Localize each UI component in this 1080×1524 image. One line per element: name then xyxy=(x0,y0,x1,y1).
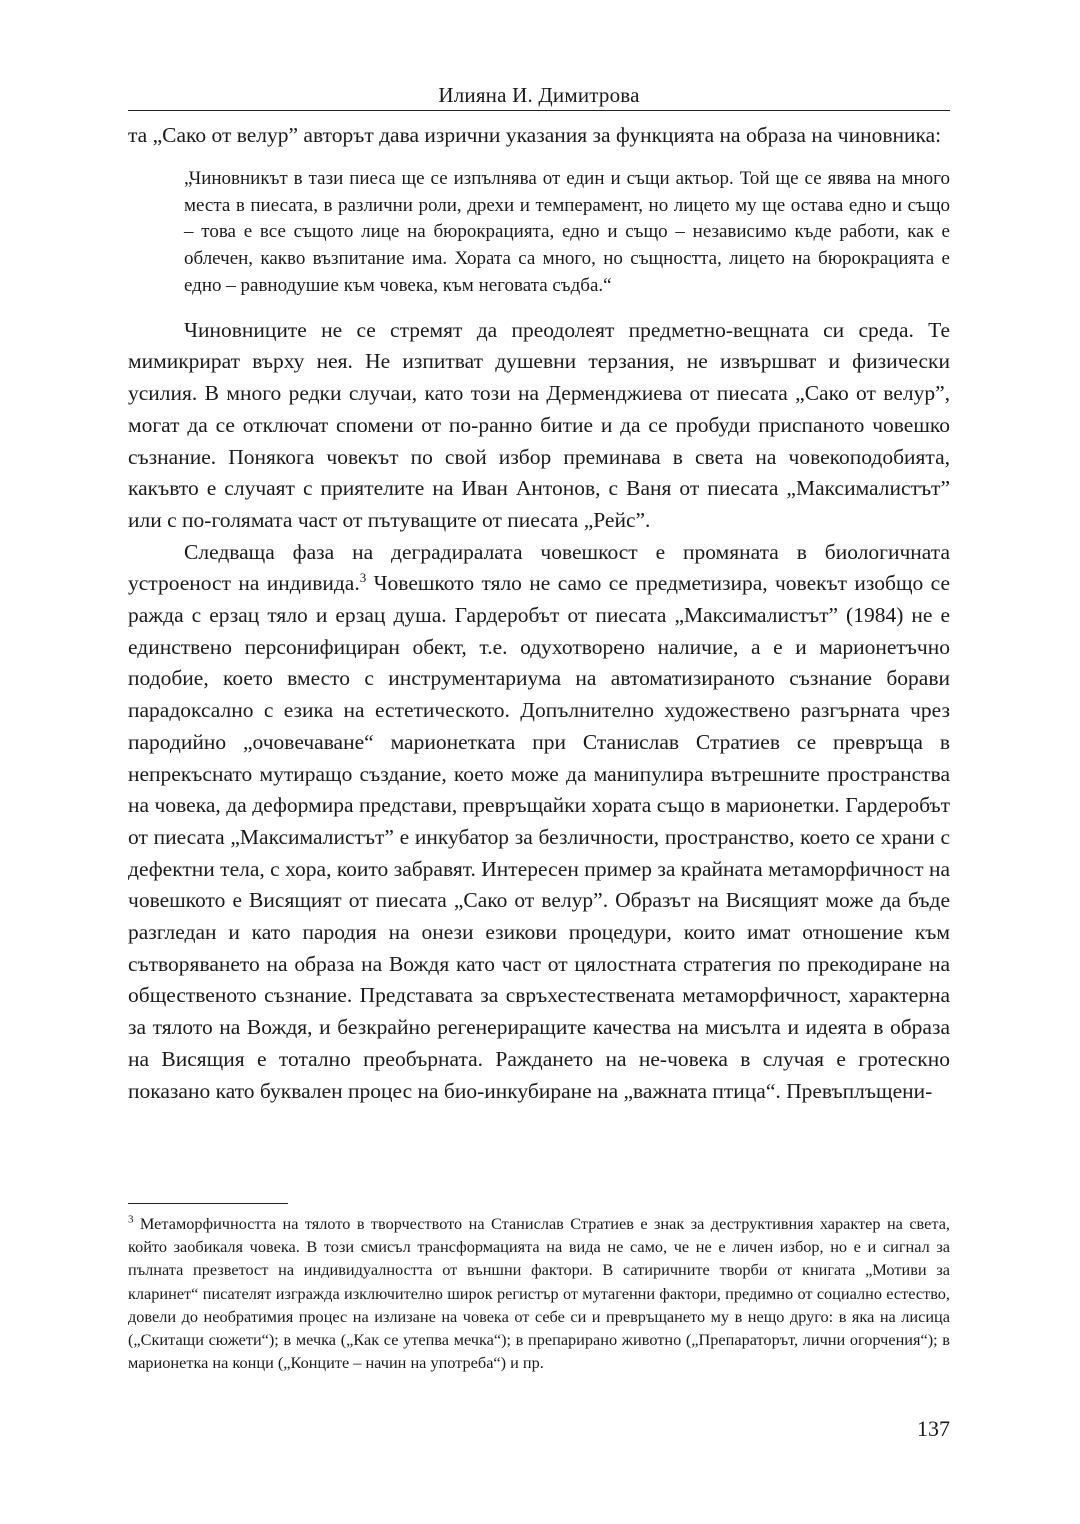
footnote xyxy=(128,1212,950,1374)
page xyxy=(128,0,950,1524)
footnote-reference[interactable]: 3 xyxy=(359,570,367,586)
header-rule xyxy=(128,110,950,111)
body-text xyxy=(128,120,950,1107)
paragraph-2-start: Следваща фаза на деградиралата човешкост е промяната в биологичната устроеност на индивида. xyxy=(128,539,950,596)
page-number: 137 xyxy=(917,1416,950,1441)
paragraph-2-rest: Човешкото тяло не само се предметизира, човекът изобщо се ражда с ерзац тяло и ерзац душа. Гардеробът от пиесата „Максималистът” (1984) не е единствено персонифициран обект, т.е. одухотворено наличие, а е и марионетъчно подобие, което вместо с инструментариума на автоматизираното съзнание борави парадоксално с езика на естетическото. Допълнително художествено разгърната чрез пародийно „очовечаване“ марионетката при Станислав Стратиев се превръща в непрекъснато мутиращо създание, което може да манипулира вътрешните пространства на човека, да деформира представи, превръщайки хората също в марионетки. Гардеробът от пиесата „Максималистът” е инкубатор за безличности, пространство, което се храни с дефектни тела, с хора, които забравят. Интересен пример за крайната метаморфичност на човешкото е Висящият от пиесата „Сако от велур”. Образът на Висящият може да бъде разгледан и като пародия на онези езикови процедури, които имат отношение към сътворяването на образа на Вождя като част от цялостната стратегия по прекодиране на общественото съзнание. Представата за свръхестествената метаморфичност, характерна за тялото на Вождя, и безкрайно регенериращите качества на мисълта и идеята в образа на Висящия е тотално преобърната. Раждането на не-човека в случая е гротескно показано като буквален процес на био-инкубиране на „важната птица“. Превъплъщени- xyxy=(128,571,950,1103)
footnote-number: 3 xyxy=(128,1213,134,1226)
block-quote: „Чиновникът в тази пиеса ще се изпълнява от един и същи актьор. Той ще се явява на много места в пиесата, в различни роли, дрехи и темперамент, но лицето му ще остава едно и също – това е все същото лице на бюрокрацията, едно и също – независимо къде работи, как е облечен, какво възпитание има. Хората са много, но същността, лицето на бюрокрацията е едно – равнодушие към човека, към неговата съдба.“ xyxy=(184,167,950,296)
paragraph-2 xyxy=(128,537,950,1108)
paragraph-1: Чиновниците не се стремят да преодолеят предметно-вещната си среда. Те мимикрират върху нея. Не изпитват душевни терзания, не извършват и физически усилия. В много редки случаи, като този на Дерменджиева от пиесата „Сако от велур”, могат да се отключат спомени от по-ранно битие и да се пробуди приспаното човешко съзнание. Понякога човекът по свой избор преминава в света на човекоподобията, какъвто е случаят с приятелите на Иван Антонов, с Ваня от пиесата „Максималистът” или с по-голямата част от пътуващите от пиесата „Рейс”. xyxy=(128,317,950,532)
footnote-text: Метаморфичността на тялото в творчеството на Станислав Стратиев е знак за деструктивния характер на света, който заобикаля човека. В този смисъл трансформацията на вида не само, че не е личен избор, но е и сигнал за пълната презветост на индивидуалността от външни фактори. В сатиричните творби от книгата „Мотиви за кларинет“ писателят изгражда изключително широк регистър от мутагенни фактори, предимно от социално естество, довели до необратимия процес на излизане на човека от себе си и превръщането му в нещо друго: в яка на лисица („Скитащи сюжети“); в мечка („Как се утепва мечка“); в препарирано животно („Препараторът, лични огорчения“); в марионетка на конци („Конците – начин на употреба“) и пр. xyxy=(128,1214,950,1373)
running-head: Илияна И. Димитрова xyxy=(438,83,640,107)
intro-paragraph: та „Сако от велур” авторът дава изрични указания за функцията на образа на чиновника: xyxy=(128,123,942,147)
footnote-rule xyxy=(128,1203,288,1204)
